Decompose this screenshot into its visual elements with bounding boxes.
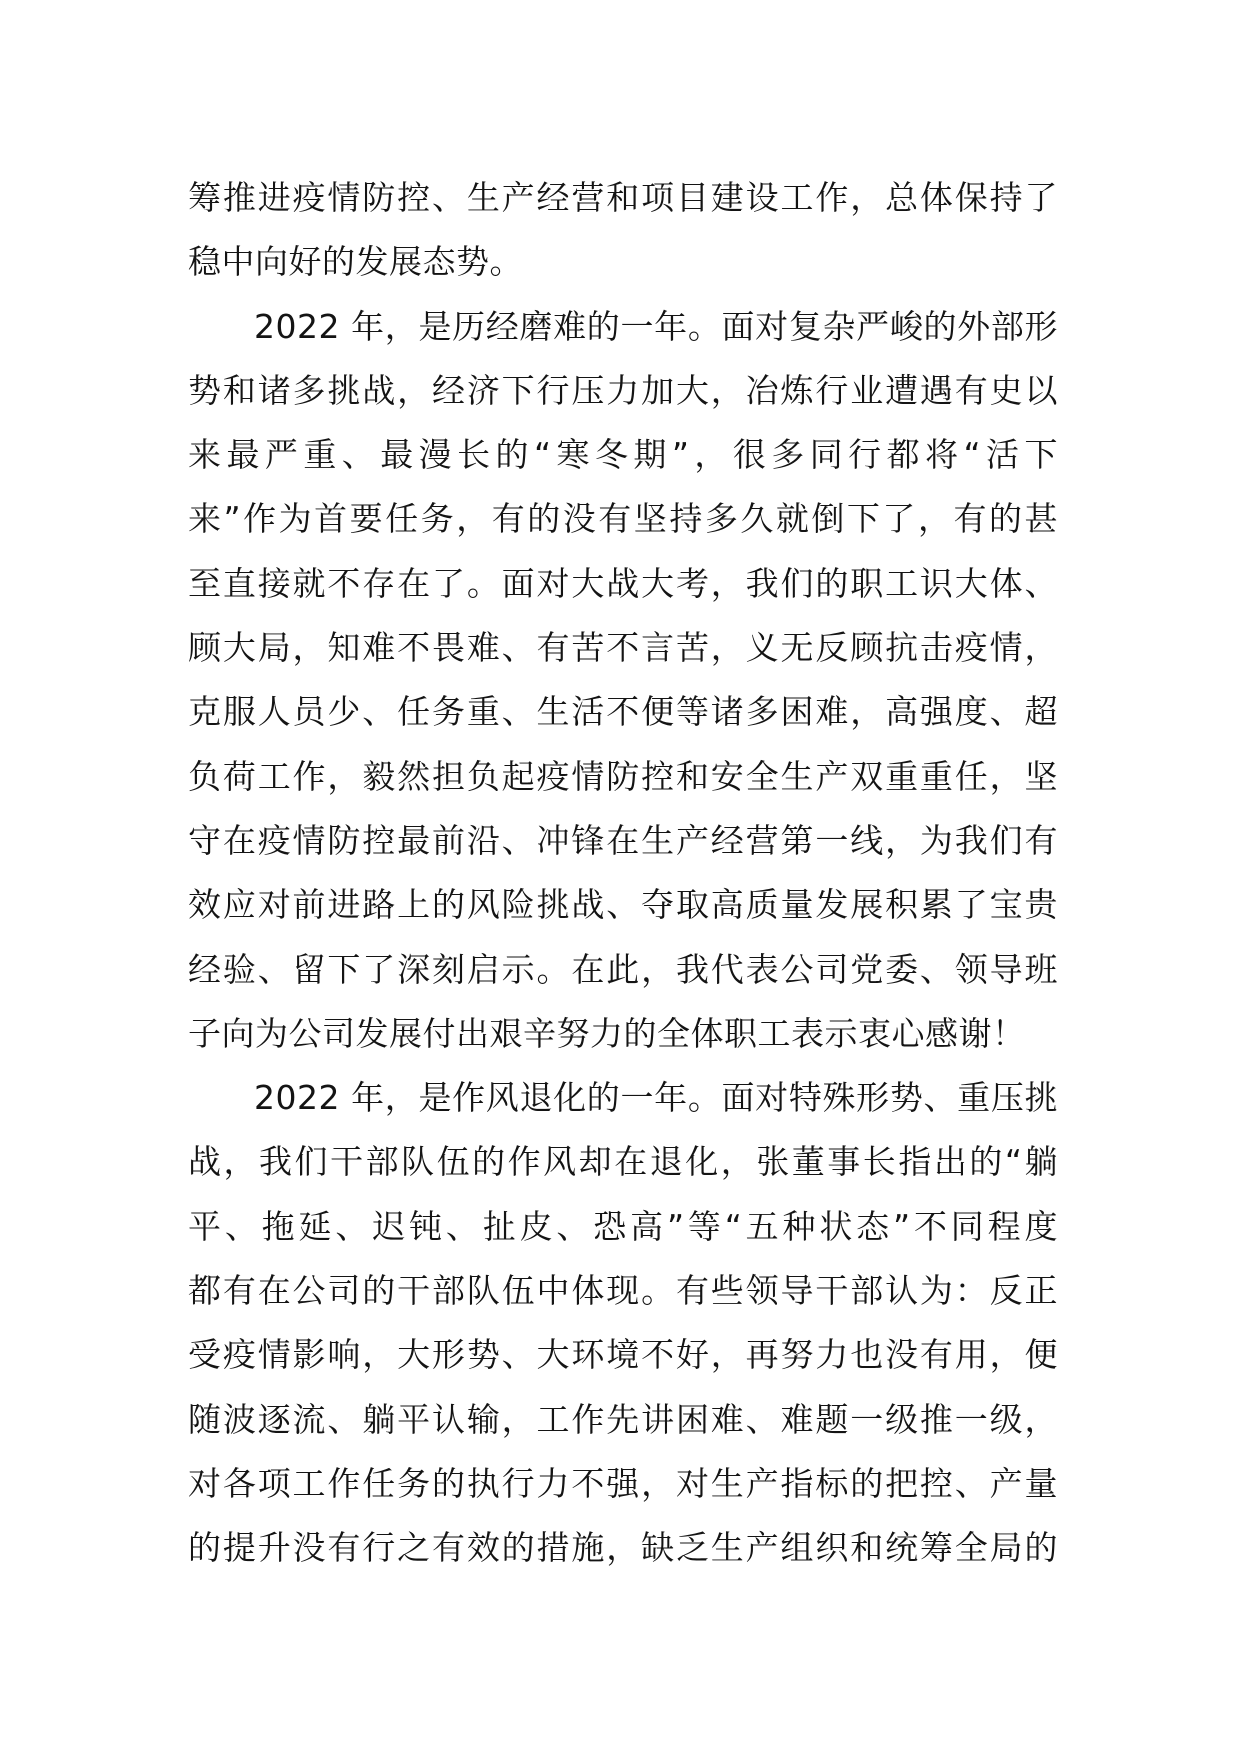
text-line: 顾大局，知难不畏难、有苦不言苦，义无反顾抗击疫情， [188,628,1058,668]
body-text [188,166,1058,1581]
text-line: 守在疫情防控最前沿、冲锋在生产经营第一线，为我们有 [188,820,1058,860]
text-line: 效应对前进路上的风险挑战、夺取高质量发展积累了宝贵 [188,885,1058,925]
text-line: 都有在公司的干部队伍中体现。有些领导干部认为：反正 [188,1271,1058,1311]
text-line: 筹推进疫情防控、生产经营和项目建设工作，总体保持了 [188,178,1058,217]
text-line: 稳中向好的发展态势。 [188,242,523,282]
text-line: 来”作为首要任务，有的没有坚持多久就倒下了，有的甚 [188,499,1058,539]
text-line: 至直接就不存在了。面对大战大考，我们的职工识大体、 [188,563,1058,603]
text-line: 的提升没有行之有效的措施，缺乏生产组织和统筹全局的 [188,1528,1058,1568]
text-line: 子向为公司发展付出艰辛努力的全体职工表示衷心感谢！ [188,1013,1026,1053]
text-line: 平、拖延、迟钝、扯皮、恐高”等“五种状态”不同程度 [188,1206,1058,1246]
paragraph-start-line: 2022 年，是历经磨难的一年。面对复杂严峻的外部形 [254,306,1058,346]
text-line: 负荷工作，毅然担负起疫情防控和安全生产双重重任，坚 [188,756,1058,796]
text-line: 随波逐流、躺平认输，工作先讲困难、难题一级推一级， [188,1399,1058,1439]
text-line: 克服人员少、任务重、生活不便等诸多困难，高强度、超 [188,692,1058,732]
paragraph-start-line: 2022 年，是作风退化的一年。面对特殊形势、重压挑 [254,1078,1058,1118]
text-line: 对各项工作任务的执行力不强，对生产指标的把控、产量 [188,1463,1058,1503]
text-line: 经验、留下了深刻启示。在此，我代表公司党委、领导班 [188,949,1058,989]
text-line: 受疫情影响，大形势、大环境不好，再努力也没有用，便 [188,1335,1058,1375]
text-line: 势和诸多挑战，经济下行压力加大，冶炼行业遭遇有史以 [188,370,1058,410]
text-line: 战，我们干部队伍的作风却在退化，张董事长指出的“躺 [188,1142,1058,1182]
text-line: 来最严重、最漫长的“寒冬期”，很多同行都将“活下 [188,435,1058,475]
